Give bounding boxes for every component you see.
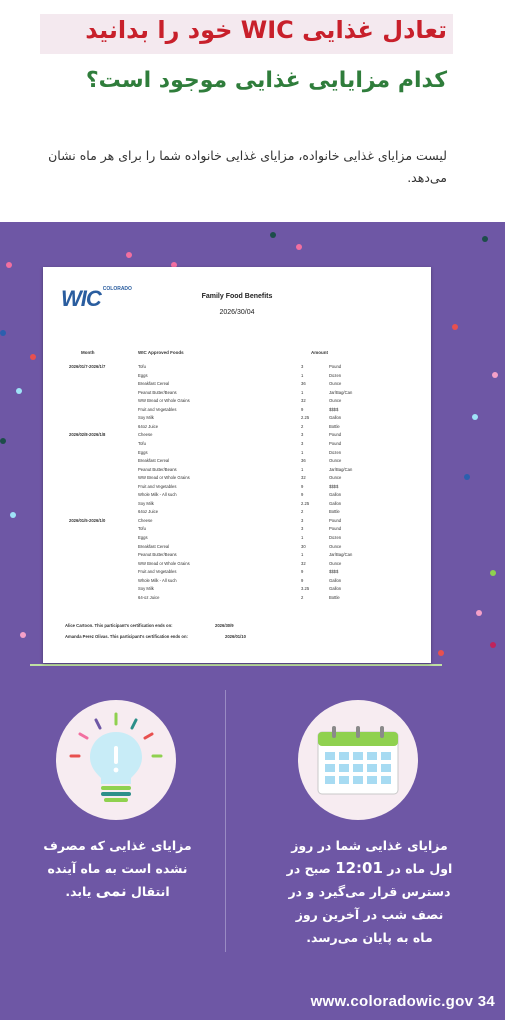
column-header-foods: WIC Approved Foods bbox=[138, 350, 184, 355]
table-row bbox=[43, 509, 431, 517]
table-row bbox=[43, 467, 431, 475]
document-underline bbox=[30, 664, 442, 666]
cell-food: Eggs bbox=[138, 535, 148, 540]
cell-food: Fruit and Vegetables bbox=[138, 483, 177, 489]
table-row bbox=[43, 595, 431, 603]
note-date: 2026/30/9 bbox=[215, 623, 234, 628]
cell-unit: Ounce bbox=[329, 543, 342, 549]
confetti-dot bbox=[30, 354, 36, 360]
confetti-dot bbox=[492, 372, 498, 378]
caption-line: دسترس قرار می‌گیرد و در bbox=[288, 884, 451, 899]
caption-line bbox=[30, 880, 205, 903]
cell-food: 64-oz Juice bbox=[138, 594, 160, 600]
note-text: Amanda Perez Olivas. This participant's certification ends on: bbox=[65, 634, 188, 639]
cell-month: 2026/02/8-2026/1/8 bbox=[69, 432, 106, 438]
cell-unit: Gallon bbox=[329, 492, 342, 498]
column-divider bbox=[225, 690, 226, 952]
cell-amount: 36 bbox=[301, 381, 306, 387]
cell-food: Cheese bbox=[138, 517, 153, 523]
confetti-dot bbox=[296, 244, 302, 250]
confetti-dot bbox=[490, 642, 496, 648]
logo-subtext: COLORADO bbox=[102, 286, 132, 292]
confetti-dot bbox=[10, 512, 16, 518]
note-text: Alice Cartoon. This participant's certification ends on: bbox=[65, 623, 173, 628]
confetti-dot bbox=[6, 262, 12, 268]
cell-food: 64oz Juice bbox=[138, 509, 159, 515]
cell-amount: 3 bbox=[301, 526, 304, 532]
table-row bbox=[43, 458, 431, 466]
confetti-dot bbox=[490, 570, 496, 576]
table-row bbox=[43, 364, 431, 372]
cell-amount: 1 bbox=[301, 389, 304, 395]
cell-food: Breakfast Cereal bbox=[138, 381, 170, 387]
confetti-dot bbox=[270, 232, 276, 238]
cell-month: 2026/01/5-2026/1/0 bbox=[69, 517, 106, 523]
cell-unit: Pound bbox=[329, 432, 342, 438]
section-subtitle: کدام مزایایی غذایی موجود است؟ bbox=[85, 68, 447, 93]
caption-line: ماه به پایان می‌رسد. bbox=[306, 930, 433, 945]
cell-unit: Ounce bbox=[329, 475, 342, 481]
table-row bbox=[43, 501, 431, 509]
table-row bbox=[43, 578, 431, 586]
section-description: لیست مزایای غذایی خانواده، مزایای غذایی خانواده شما را برای هر ماه نشان می‌دهد. bbox=[48, 148, 447, 185]
cell-food: WW Bread or Whole Grains bbox=[138, 475, 190, 481]
cell-food: Breakfast Cereal bbox=[138, 458, 170, 464]
note-date: 2026/01/10 bbox=[225, 634, 246, 639]
logo-wordmark: WIC bbox=[61, 286, 101, 311]
caption-text: اول ماه در bbox=[387, 861, 453, 876]
cell-unit: Pound bbox=[329, 517, 342, 523]
column-header-amount: Amount bbox=[311, 350, 328, 355]
cell-amount: 3 bbox=[301, 440, 304, 446]
confetti-dot bbox=[482, 236, 488, 242]
cell-unit: $$$$ bbox=[329, 569, 339, 575]
cell-amount: 2 bbox=[301, 509, 304, 515]
caption-text: انتقال bbox=[131, 884, 170, 899]
cell-amount: 3.25 bbox=[301, 586, 310, 592]
table-row bbox=[43, 484, 431, 492]
cell-amount: 3 bbox=[301, 432, 304, 438]
caption-line bbox=[262, 857, 477, 880]
cell-food: Cheese bbox=[138, 432, 153, 438]
certification-note-2 bbox=[65, 634, 246, 639]
table-row bbox=[43, 526, 431, 534]
cell-food: Fruit and Vegetables bbox=[138, 569, 177, 575]
cell-amount: 1 bbox=[301, 535, 304, 540]
availability-caption bbox=[262, 834, 477, 949]
confetti-dot bbox=[20, 632, 26, 638]
cell-unit: $$$$ bbox=[329, 483, 339, 489]
cell-amount: 9 bbox=[301, 492, 304, 498]
caption-line: نشده است به ماه آینده bbox=[47, 861, 188, 876]
confetti-dot bbox=[476, 610, 482, 616]
cell-food: 64oz Juice bbox=[138, 423, 159, 429]
cell-food: Tofu bbox=[138, 526, 146, 532]
cell-food: Peanut Butter/Beans bbox=[138, 466, 177, 472]
confetti-dot bbox=[472, 414, 478, 420]
column-header-month: Month bbox=[81, 350, 95, 355]
cell-amount: 1 bbox=[301, 372, 304, 378]
cell-amount: 1 bbox=[301, 466, 304, 472]
cell-unit: Bottle bbox=[329, 509, 340, 515]
calendar-icon bbox=[298, 700, 418, 820]
cell-unit: Dozen bbox=[329, 535, 342, 540]
cell-amount: 1 bbox=[301, 449, 304, 455]
header-section bbox=[0, 0, 505, 222]
cell-amount: 9 bbox=[301, 577, 304, 583]
cell-unit: Jar/Bag/Can bbox=[329, 389, 353, 395]
caption-emphasis: 12:01 bbox=[335, 859, 383, 877]
table-row bbox=[43, 518, 431, 526]
cell-amount: 2.25 bbox=[301, 500, 310, 506]
cell-unit: Ounce bbox=[329, 458, 342, 464]
page-title: تعادل غذایی WIC خود را بدانید bbox=[85, 16, 447, 44]
table-row bbox=[43, 475, 431, 483]
table-row bbox=[43, 424, 431, 432]
table-row bbox=[43, 381, 431, 389]
cell-food: Breakfast Cereal bbox=[138, 543, 170, 549]
table-row bbox=[43, 450, 431, 458]
cell-food: Tofu bbox=[138, 364, 146, 369]
table-row bbox=[43, 415, 431, 423]
cell-amount: 2.25 bbox=[301, 415, 310, 421]
table-row bbox=[43, 561, 431, 569]
cell-unit: Gallon bbox=[329, 500, 342, 506]
certification-note-1 bbox=[65, 623, 234, 628]
cell-unit: Bottle bbox=[329, 423, 340, 429]
caption-line: مزایای غذایی شما در روز bbox=[291, 838, 448, 853]
cell-amount: 3 bbox=[301, 517, 304, 523]
cell-food: Peanut Butter/Beans bbox=[138, 389, 177, 395]
cell-unit: Pound bbox=[329, 440, 342, 446]
cell-amount: 32 bbox=[301, 398, 306, 404]
cell-unit: Ounce bbox=[329, 398, 342, 404]
cell-amount: 9 bbox=[301, 569, 304, 575]
cell-unit: Dozen bbox=[329, 372, 342, 378]
cell-unit: Jar/Bag/Can bbox=[329, 466, 353, 472]
confetti-dot bbox=[438, 650, 444, 656]
document-title: Family Food Benefits bbox=[201, 293, 273, 300]
table-row bbox=[43, 535, 431, 543]
confetti-dot bbox=[452, 324, 458, 330]
cell-food: Peanut Butter/Beans bbox=[138, 552, 177, 558]
cell-amount: 9 bbox=[301, 406, 304, 412]
lightbulb-icon bbox=[56, 700, 176, 820]
cell-food: Soy Milk bbox=[138, 415, 154, 421]
table-row bbox=[43, 432, 431, 440]
table-row bbox=[43, 552, 431, 560]
caption-line: نصف شب در آخرین روز bbox=[295, 907, 444, 922]
confetti-dot bbox=[464, 474, 470, 480]
caption-line: مزایای غذایی که مصرف bbox=[43, 838, 192, 853]
caption-emphasis: نمی bbox=[95, 882, 127, 900]
cell-amount: 2 bbox=[301, 423, 304, 429]
cell-amount: 32 bbox=[301, 560, 306, 566]
cell-food: Whole Milk - All such bbox=[138, 492, 177, 498]
confetti-dot bbox=[0, 330, 6, 336]
table-row bbox=[43, 407, 431, 415]
table-row bbox=[43, 569, 431, 577]
cell-food: Tofu bbox=[138, 440, 146, 446]
cell-amount: 36 bbox=[301, 458, 306, 464]
cell-amount: 32 bbox=[301, 475, 306, 481]
cell-food: WW Bread or Whole Grains bbox=[138, 560, 190, 566]
confetti-dot bbox=[16, 388, 22, 394]
cell-food: Whole Milk - All such bbox=[138, 577, 177, 583]
cell-unit: Pound bbox=[329, 364, 342, 369]
cell-amount: 30 bbox=[301, 543, 306, 549]
cell-food: Soy Milk bbox=[138, 500, 154, 506]
table-row bbox=[43, 398, 431, 406]
table-row bbox=[43, 544, 431, 552]
cell-unit: Ounce bbox=[329, 560, 342, 566]
cell-food: Eggs bbox=[138, 449, 148, 455]
cell-month: 2026/01/7-2026/1/7 bbox=[69, 364, 106, 369]
cell-unit: Jar/Bag/Can bbox=[329, 552, 353, 558]
cell-unit: Pound bbox=[329, 526, 342, 532]
cell-unit: Bottle bbox=[329, 594, 340, 600]
caption-text: یابد. bbox=[65, 884, 92, 899]
cell-food: Eggs bbox=[138, 372, 148, 378]
cell-amount: 2 bbox=[301, 594, 304, 600]
cell-amount: 9 bbox=[301, 483, 304, 489]
document-date: 2026/30/04 bbox=[219, 309, 255, 316]
table-row bbox=[43, 492, 431, 500]
cell-food: WW Bread or Whole Grains bbox=[138, 398, 190, 404]
cell-amount: 1 bbox=[301, 552, 304, 558]
table-row bbox=[43, 586, 431, 594]
confetti-dot bbox=[0, 438, 6, 444]
rollover-caption bbox=[30, 834, 205, 903]
family-food-benefits-document bbox=[43, 267, 431, 663]
cell-food: Fruit and Vegetables bbox=[138, 406, 177, 412]
table-row bbox=[43, 441, 431, 449]
caption-text: صبح در bbox=[286, 861, 331, 876]
cell-unit: Gallon bbox=[329, 586, 342, 592]
footer-url[interactable]: www.coloradowic.gov 34 bbox=[310, 993, 495, 1010]
table-row bbox=[43, 373, 431, 381]
cell-unit: Gallon bbox=[329, 577, 342, 583]
cell-unit: $$$$ bbox=[329, 406, 339, 412]
cell-unit: Ounce bbox=[329, 381, 342, 387]
cell-unit: Dozen bbox=[329, 449, 342, 455]
cell-unit: Gallon bbox=[329, 415, 342, 421]
table-row bbox=[43, 390, 431, 398]
cell-food: Soy Milk bbox=[138, 586, 154, 592]
confetti-dot bbox=[126, 252, 132, 258]
cell-amount: 3 bbox=[301, 364, 304, 369]
